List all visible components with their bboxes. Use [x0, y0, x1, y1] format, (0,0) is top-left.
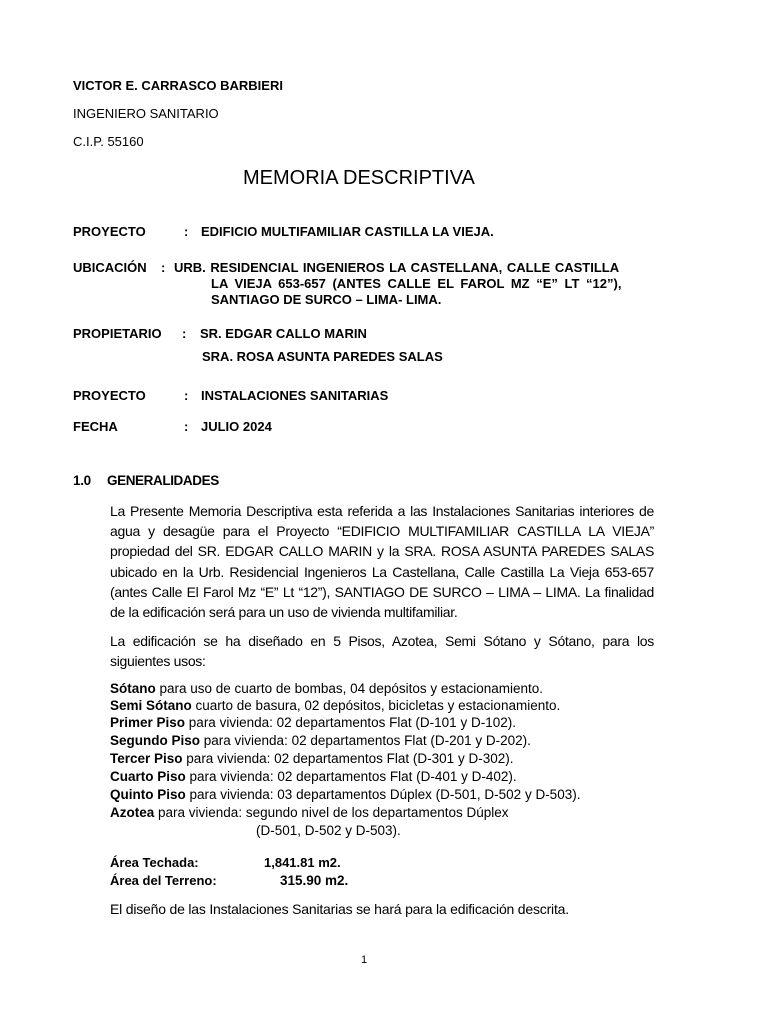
area-techada-label: Área Techada:	[110, 855, 199, 870]
field-value-propietario-line1: SR. EDGAR CALLO MARIN	[200, 326, 367, 341]
field-label-proyecto: PROYECTO	[73, 224, 146, 239]
list-item: Tercer Piso para vivienda: 02 departamentos Flat (D-301 y D-302).	[110, 751, 514, 766]
author-name: VICTOR E. CARRASCO BARBIERI	[73, 78, 283, 93]
field-colon: :	[184, 388, 189, 403]
field-colon: :	[184, 419, 189, 434]
list-item: Azotea para vivienda: segundo nivel de los departamentos Dúplex	[110, 805, 509, 820]
field-value-ubicacion-line1: URB. RESIDENCIAL INGENIEROS LA CASTELLANA, CALLE CASTILLA	[174, 260, 620, 275]
closing-sentence: El diseño de las Instalaciones Sanitarias se hará para la edificación descrita.	[110, 901, 569, 917]
field-value-proyecto-2: INSTALACIONES SANITARIAS	[201, 388, 389, 403]
field-value-ubicacion-line2: LA VIEJA 653-657 (ANTES CALLE EL FAROL MZ “E” LT “12”),	[211, 276, 622, 291]
field-value-ubicacion-line3: SANTIAGO DE SURCO – LIMA- LIMA.	[211, 292, 442, 307]
field-colon: :	[184, 224, 189, 239]
paragraph-intro: La Presente Memoria Descriptiva esta referida a las Instalaciones Sanitarias interiores de agua y desagüe para el Proyecto “EDIFICIO MULTIFAMILIAR CASTILLA LA VIEJA” propiedad del SR. EDGAR CALLO MARIN y la SRA. ROSA ASUNTA PAREDES SALAS ubicado en la Urb. Residencial Ingenieros La Castellana, Calle Castilla La Vieja 653-657 (antes Calle El Farol Mz “E” Lt “12”), SANTIAGO DE SURCO – LIMA – LIMA. La finalidad de la edificación será para un uso de vivienda multifamiliar.	[110, 503, 654, 621]
field-value-propietario-line2: SRA. ROSA ASUNTA PAREDES SALAS	[202, 349, 443, 364]
field-value-proyecto: EDIFICIO MULTIFAMILIAR CASTILLA LA VIEJA.	[201, 224, 494, 239]
field-label-fecha: FECHA	[73, 419, 118, 434]
field-label-ubicacion: UBICACIÓN	[73, 260, 147, 275]
list-item: Quinto Piso para vivienda: 03 departamentos Dúplex (D-501, D-502 y D-503).	[110, 787, 581, 802]
area-terreno-label: Área del Terreno:	[110, 873, 217, 888]
section-number: 1.0	[73, 473, 91, 488]
field-label-proyecto-2: PROYECTO	[73, 388, 146, 403]
field-colon: :	[161, 260, 166, 275]
author-cip: C.I.P. 55160	[73, 134, 144, 149]
list-item: Semi Sótano cuarto de basura, 02 depósitos, bicicletas y estacionamiento.	[110, 698, 561, 713]
field-colon: :	[182, 326, 187, 341]
area-terreno-value: 315.90 m2.	[280, 873, 349, 888]
author-profession: INGENIERO SANITARIO	[73, 106, 219, 121]
page-number: 1	[361, 954, 368, 966]
list-item-continuation: (D-501, D-502 y D-503).	[256, 823, 401, 838]
list-item: Sótano para uso de cuarto de bombas, 04 depósitos y estacionamiento.	[110, 681, 543, 696]
field-label-propietario: PROPIETARIO	[73, 326, 162, 341]
list-item: Cuarto Piso para vivienda: 02 departamentos Flat (D-401 y D-402).	[110, 769, 517, 784]
paragraph-floors: La edificación se ha diseñado en 5 Pisos, Azotea, Semi Sótano y Sótano, para los siguientes usos:	[110, 633, 654, 670]
area-techada-value: 1,841.81 m2.	[264, 855, 341, 870]
list-item: Primer Piso para vivienda: 02 departamentos Flat (D-101 y D-102).	[110, 715, 516, 730]
section-title: GENERALIDADES	[107, 473, 219, 488]
field-value-fecha: JULIO 2024	[201, 419, 272, 434]
document-title: MEMORIA DESCRIPTIVA	[243, 167, 475, 189]
list-item: Segundo Piso para vivienda: 02 departamentos Flat (D-201 y D-202).	[110, 733, 531, 748]
